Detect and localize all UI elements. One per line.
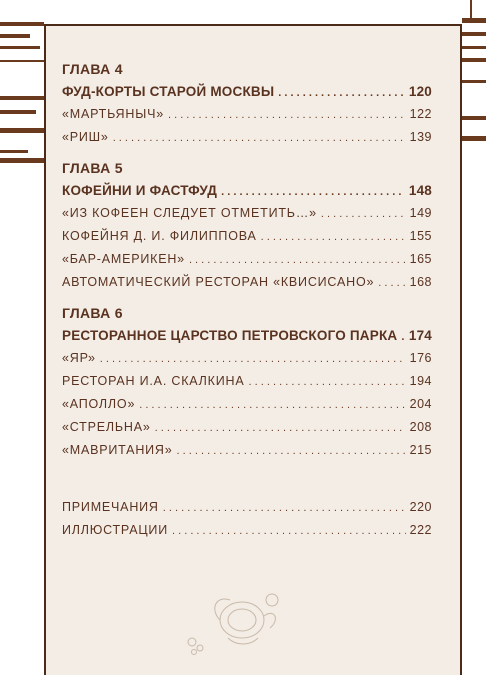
entry-title: «МАРТЬЯНЫЧ» — [62, 107, 164, 121]
toc-entry — [62, 347, 432, 370]
entry-title: РЕСТОРАН И.А. СКАЛКИНА — [62, 374, 245, 388]
toc-entry-chapter-title — [62, 80, 432, 103]
section-gap — [62, 462, 432, 496]
dot-leader — [163, 497, 406, 520]
toc-entry — [62, 370, 432, 393]
entry-title: ИЛЛЮСТРАЦИИ — [62, 523, 168, 537]
entry-title: АВТОМАТИЧЕСКИЙ РЕСТОРАН «КВИСИСАНО» — [62, 275, 375, 289]
dot-leader — [261, 226, 406, 249]
dot-leader — [221, 181, 405, 204]
toc-entry — [62, 439, 432, 462]
entry-title: КОФЕЙНИ И ФАСТФУД — [62, 183, 218, 198]
entry-title: РЕСТОРАННОЕ ЦАРСТВО ПЕТРОВСКОГО ПАРКА — [62, 328, 398, 343]
section-gap — [62, 149, 432, 157]
toc-entry-chapter-title — [62, 179, 432, 202]
chapter-heading: ГЛАВА 4 — [62, 61, 123, 77]
entry-title: «РИШ» — [62, 130, 109, 144]
page-number: 149 — [409, 206, 432, 220]
dot-leader — [168, 104, 406, 127]
toc-entry — [62, 225, 432, 248]
toc-entry-back-matter — [62, 519, 432, 542]
page-number: 139 — [409, 130, 432, 144]
entry-title: «АПОЛЛО» — [62, 397, 136, 411]
ornament-sketch — [180, 580, 300, 660]
toc-entry — [62, 202, 432, 225]
page-number: 122 — [409, 107, 432, 121]
page-number: 165 — [409, 252, 432, 266]
dot-leader — [378, 272, 405, 295]
page-number: 222 — [409, 523, 432, 537]
page-number: 176 — [409, 351, 432, 365]
toc-entry-chapter-title — [62, 324, 432, 347]
page-number: 174 — [408, 328, 432, 343]
page-number: 155 — [409, 229, 432, 243]
dot-leader — [278, 82, 405, 105]
entry-title: ПРИМЕЧАНИЯ — [62, 500, 159, 514]
page-number: 208 — [409, 420, 432, 434]
entry-title: «СТРЕЛЬНА» — [62, 420, 151, 434]
toc-entry — [62, 393, 432, 416]
section-gap — [62, 294, 432, 302]
dot-leader — [321, 203, 406, 226]
page-number: 215 — [409, 443, 432, 457]
dot-leader — [401, 326, 405, 349]
chapter-heading: ГЛАВА 5 — [62, 160, 123, 176]
dot-leader — [189, 249, 406, 272]
toc-entry — [62, 248, 432, 271]
entry-title: ФУД-КОРТЫ СТАРОЙ МОСКВЫ — [62, 84, 275, 99]
toc-entry — [62, 271, 432, 294]
entry-title: «ИЗ КОФЕЕН СЛЕДУЕТ ОТМЕТИТЬ…» — [62, 206, 317, 220]
dot-leader — [177, 440, 406, 463]
dot-leader — [113, 127, 406, 150]
toc-entry — [62, 126, 432, 149]
dot-leader — [100, 348, 406, 371]
page-number: 220 — [409, 500, 432, 514]
toc-entry — [62, 416, 432, 439]
page-number: 168 — [409, 275, 432, 289]
dot-leader — [155, 417, 406, 440]
dot-leader — [139, 394, 405, 417]
toc-entry-back-matter — [62, 496, 432, 519]
page-number: 148 — [408, 183, 432, 198]
page-number: 120 — [408, 84, 432, 99]
entry-title: «МАВРИТАНИЯ» — [62, 443, 173, 457]
chapter-heading: ГЛАВА 6 — [62, 305, 123, 321]
dot-leader — [172, 520, 406, 543]
toc-entry — [62, 103, 432, 126]
page-number: 194 — [409, 374, 432, 388]
entry-title: КОФЕЙНЯ Д. И. ФИЛИППОВА — [62, 229, 257, 243]
page-number: 204 — [409, 397, 432, 411]
entry-title: «ЯР» — [62, 351, 96, 365]
entry-title: «БАР-АМЕРИКЕН» — [62, 252, 185, 266]
dot-leader — [249, 371, 406, 394]
table-of-contents — [62, 58, 432, 542]
